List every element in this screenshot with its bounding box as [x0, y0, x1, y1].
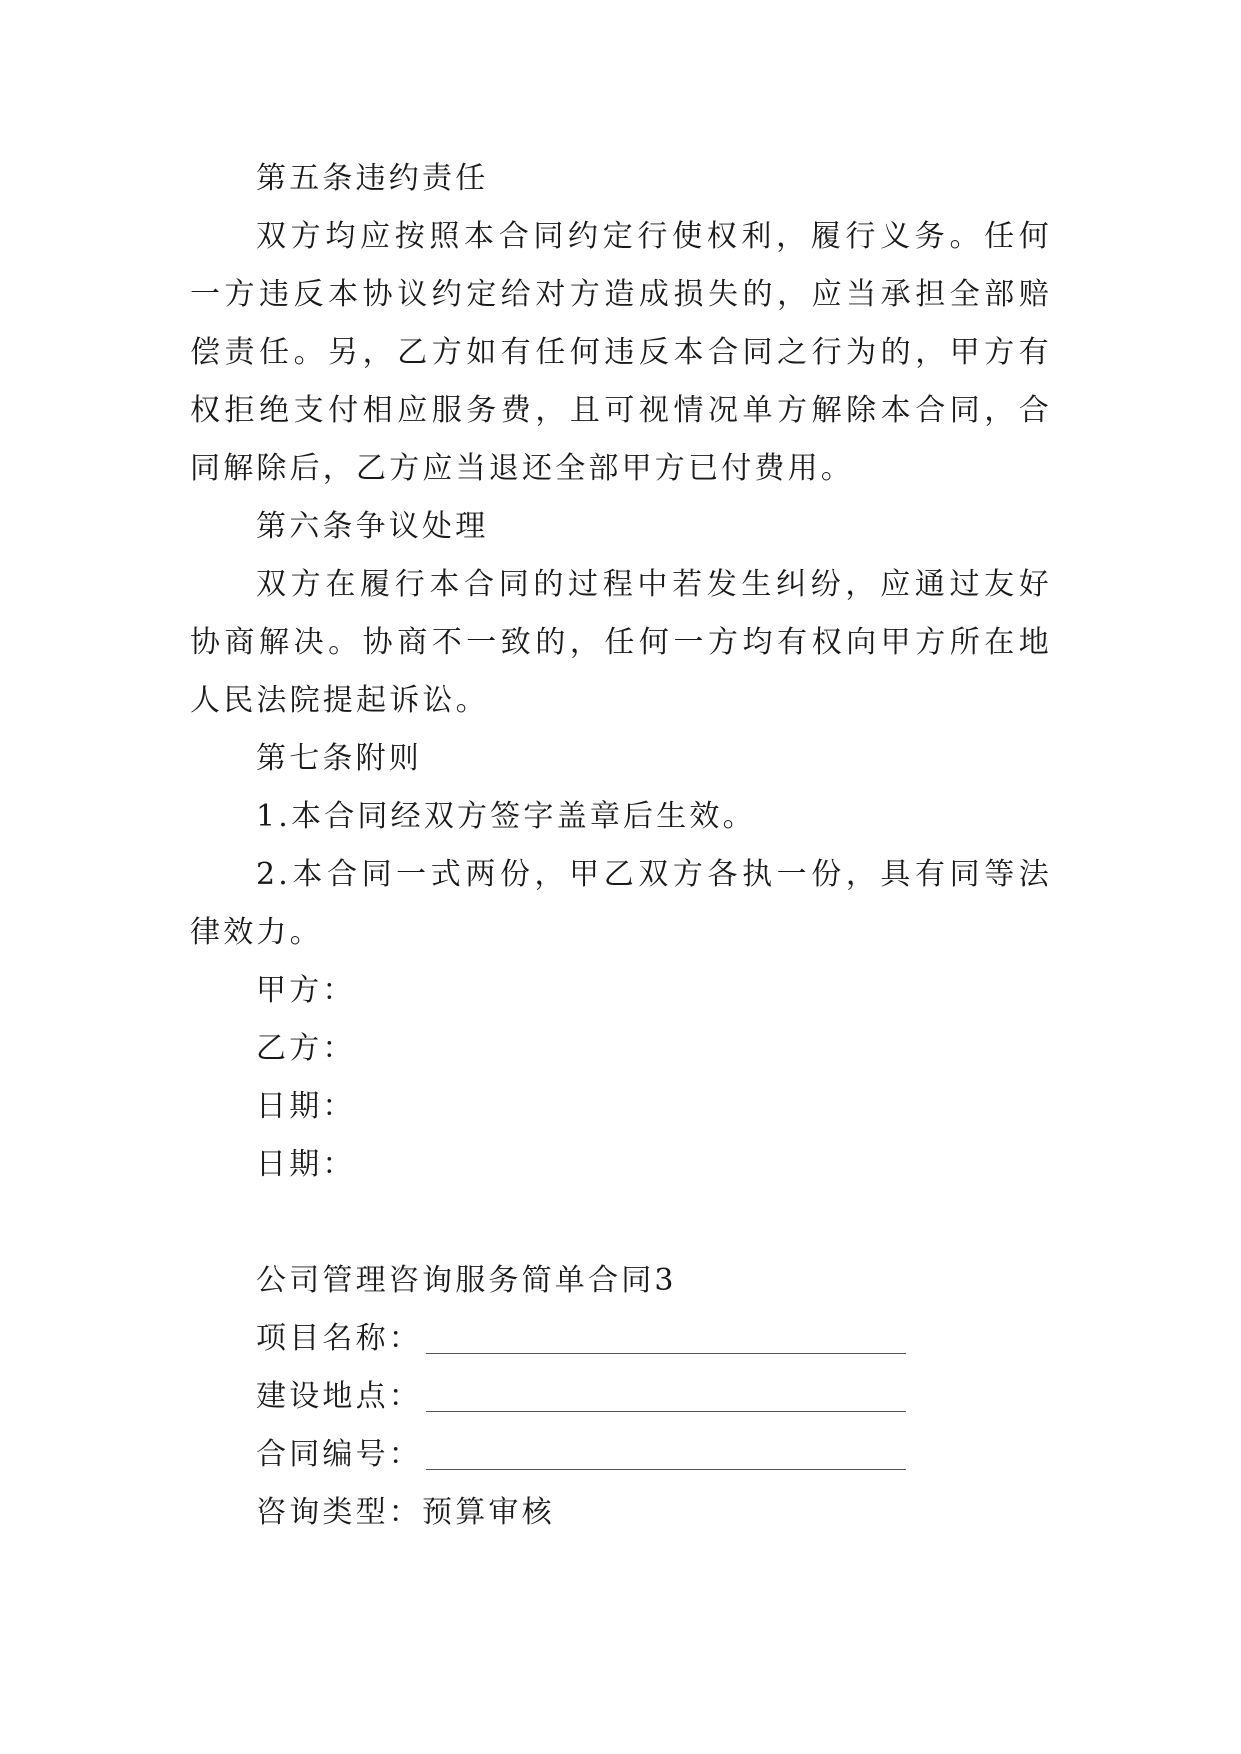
project-name-label: 项目名称：: [256, 1321, 422, 1356]
section6-title: 第六条争议处理: [256, 509, 489, 544]
date-label-2: 日期：: [256, 1147, 356, 1182]
party-a-label: 甲方：: [256, 973, 356, 1008]
contract3-title: 公司管理咨询服务简单合同3: [256, 1263, 677, 1298]
contract-no-row: [190, 1426, 1052, 1484]
location-row: [190, 1368, 1052, 1426]
party-b-label: 乙方：: [256, 1031, 356, 1066]
section6-body: 双方在履行本合同的过程中若发生纠纷，应通过友好协商解决。协商不一致的，任何一方均有权向甲方所在地人民法院提起诉讼。: [190, 567, 1052, 718]
consult-type-value: 预算审核: [422, 1495, 555, 1530]
project-name-row: [190, 1310, 1052, 1368]
section5-body: 双方均应按照本合同约定行使权利，履行义务。任何一方违反本协议约定给对方造成损失的，应当承担全部赔偿责任。另，乙方如有任何违反本合同之行为的，甲方有权拒绝支付相应服务费，且可视情况单方解除本合同，合同解除后，乙方应当退还全部甲方已付费用。: [190, 219, 1052, 486]
consult-type-label: 咨询类型：: [256, 1495, 422, 1530]
section7-item1: 1.本合同经双方签字盖章后生效。: [256, 799, 756, 834]
document-page: [190, 150, 1052, 1542]
location-label: 建设地点：: [256, 1379, 422, 1414]
section7-title: 第七条附则: [256, 741, 422, 776]
section7-item2: 2.本合同一式两份，甲乙双方各执一份，具有同等法律效力。: [190, 857, 1052, 950]
consult-type-row: [190, 1484, 1052, 1542]
project-name-blank: [426, 1319, 906, 1354]
location-blank: [426, 1377, 906, 1412]
date-label-1: 日期：: [256, 1089, 356, 1124]
contract-no-label: 合同编号：: [256, 1437, 422, 1472]
spacer: [190, 1194, 1052, 1252]
section5-title: 第五条违约责任: [256, 161, 489, 196]
contract-no-blank: [426, 1435, 906, 1470]
